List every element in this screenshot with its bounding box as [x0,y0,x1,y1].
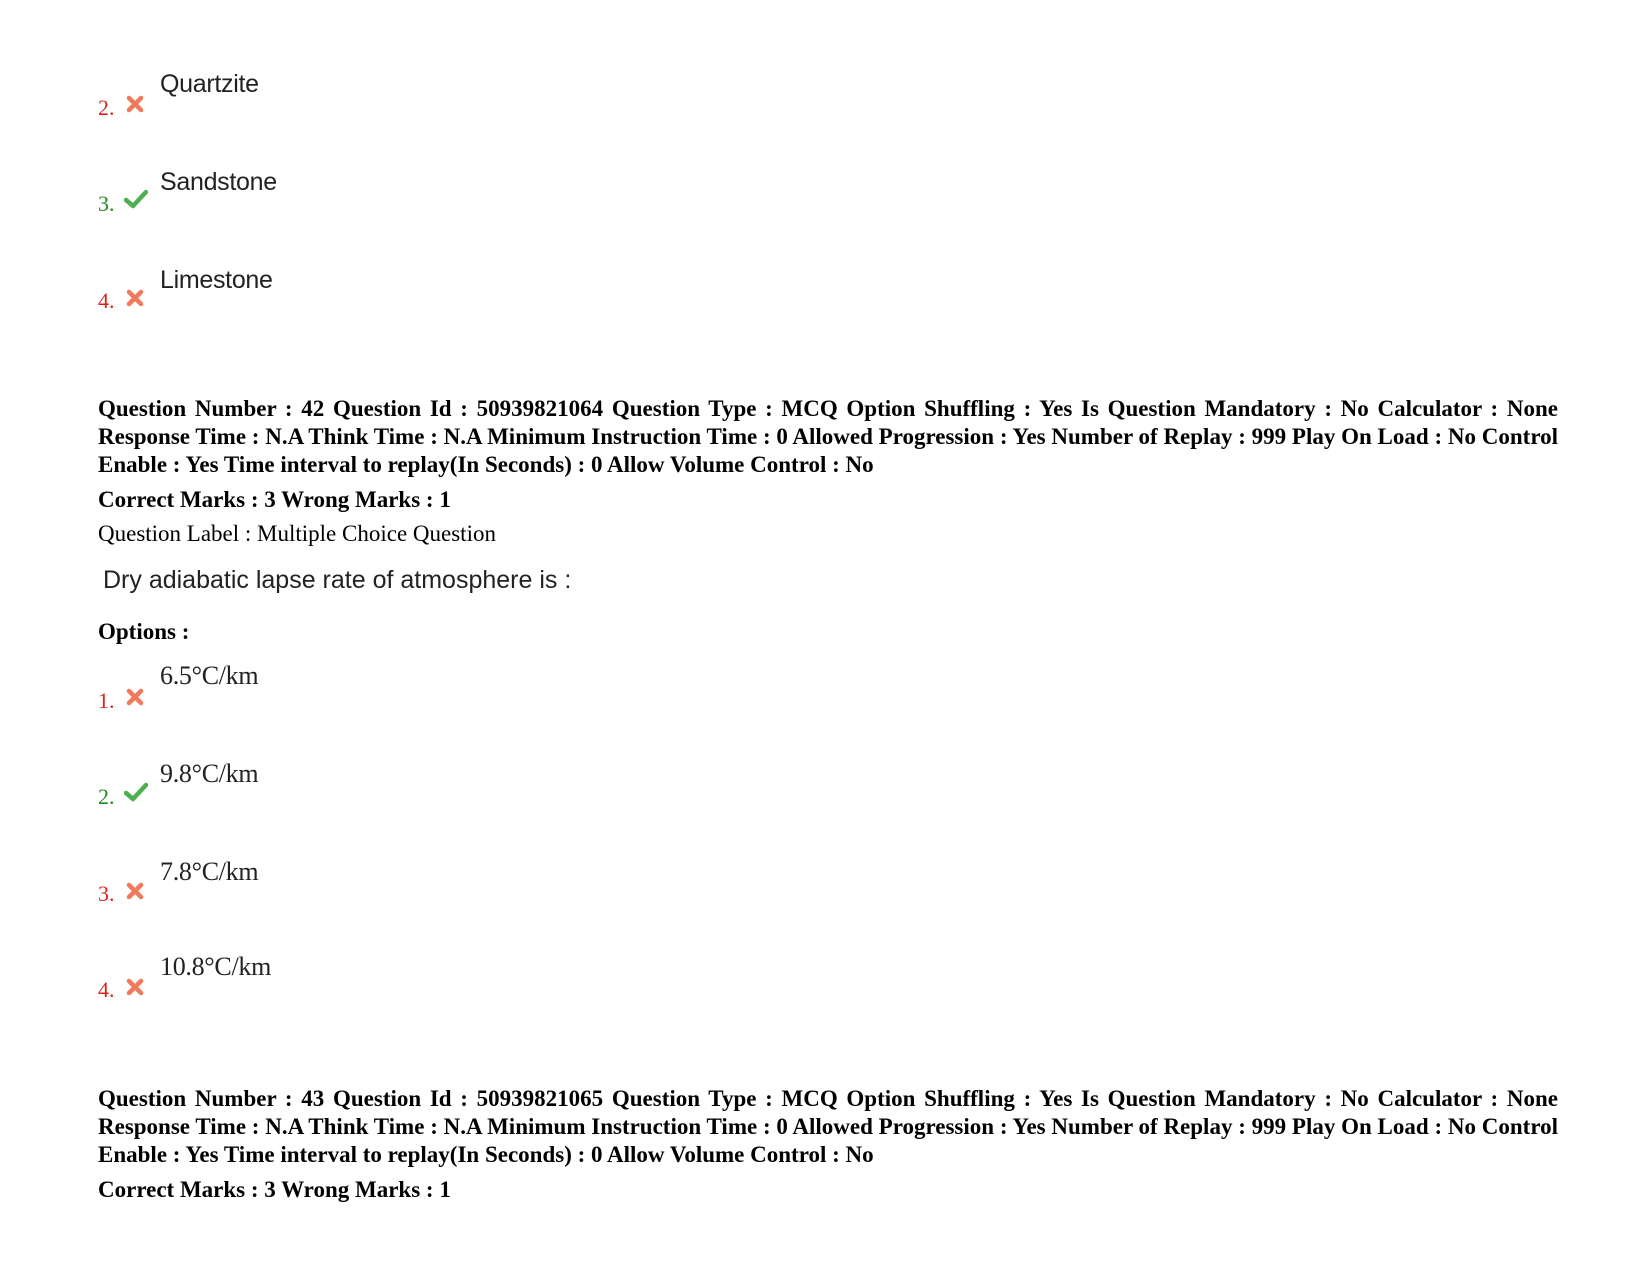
question-marks: Correct Marks : 3 Wrong Marks : 1 [98,1177,451,1202]
option-text: 9.8°C/km [160,759,259,788]
check-icon [124,189,148,209]
cross-icon [126,95,144,113]
question-meta: Question Number : 42 Question Id : 50939821064 Question Type : MCQ Option Shuffling : Yes Is Question Mandatory : No Calculator : None Response Time : N.A Think Time : N.A Minimum Instruction Time : 0 Allowed Progression : Yes Number of Replay : 999 Play On Load : No Control Enable : Yes Time interval to replay(In Seconds) : 0 Allow Volume Control : No [98,396,1558,477]
option-text: 6.5°C/km [160,661,259,690]
option-text: Quartzite [160,70,259,98]
options-heading: Options : [98,619,190,644]
option-text: 10.8°C/km [160,952,271,981]
option-number: 3. [98,191,115,216]
cross-icon [126,688,144,706]
option-number: 2. [98,784,115,809]
option-number: 4. [98,288,115,313]
question-text: Dry adiabatic lapse rate of atmosphere is : [103,566,572,594]
question-marks: Correct Marks : 3 Wrong Marks : 1 [98,487,451,512]
option-number: 2. [98,95,115,120]
check-icon [124,782,148,802]
option-text: Sandstone [160,168,277,196]
question-label: Question Label : Multiple Choice Question [98,521,496,546]
option-text: 7.8°C/km [160,857,259,886]
option-text: Limestone [160,266,273,294]
option-number: 4. [98,977,115,1002]
cross-icon [126,882,144,900]
question-meta: Question Number : 43 Question Id : 50939821065 Question Type : MCQ Option Shuffling : Yes Is Question Mandatory : No Calculator : None Response Time : N.A Think Time : N.A Minimum Instruction Time : 0 Allowed Progression : Yes Number of Replay : 999 Play On Load : No Control Enable : Yes Time interval to replay(In Seconds) : 0 Allow Volume Control : No [98,1086,1558,1167]
cross-icon [126,978,144,996]
option-number: 1. [98,688,115,713]
cross-icon [126,289,144,307]
option-number: 3. [98,881,115,906]
